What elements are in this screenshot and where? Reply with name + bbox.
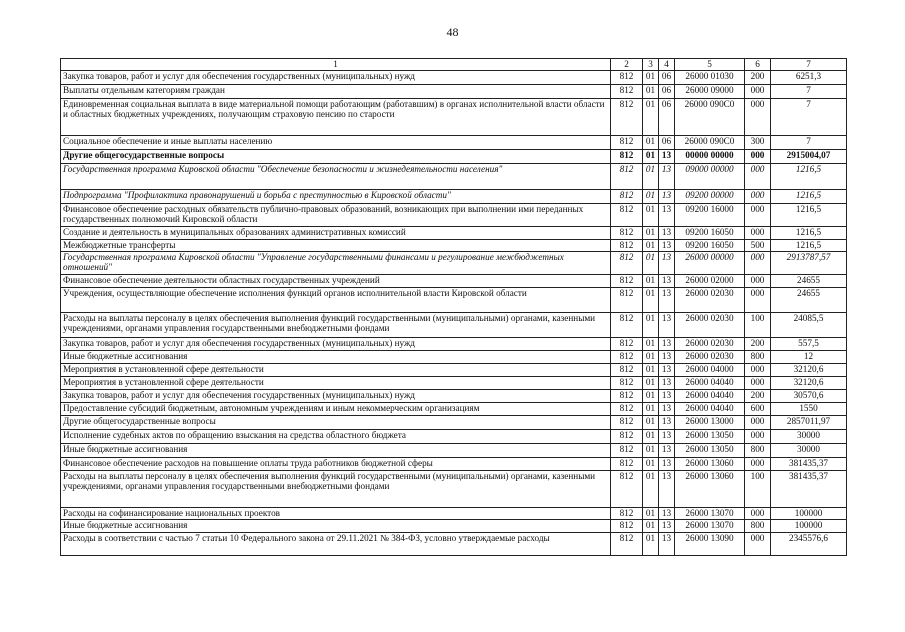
row-code-vr: 300 xyxy=(745,136,771,150)
row-name: Государственная программа Кировской области "Обеспечение безопасности и жизнедеятельности населения" xyxy=(61,164,611,190)
row-code-pr: 13 xyxy=(659,252,675,275)
row-code-gr: 812 xyxy=(611,190,643,204)
row-code-rz: 01 xyxy=(643,85,659,99)
row-code-vr: 000 xyxy=(745,204,771,227)
row-amount: 2913787,57 xyxy=(771,252,847,275)
row-name: Закупка товаров, работ и услуг для обеспечения государственных (муниципальных) нужд xyxy=(61,338,611,351)
row-amount: 1216,5 xyxy=(771,164,847,190)
table-row xyxy=(61,338,847,351)
row-code-csr: 26000 13060 xyxy=(675,471,745,508)
row-code-gr: 812 xyxy=(611,164,643,190)
row-amount: 1216,5 xyxy=(771,240,847,252)
row-name: Расходы на выплаты персоналу в целях обеспечения выполнения функций государственными (муниципальными) органами, казенными учреждениями, органами управления государственными внебюджетными фондами xyxy=(61,313,611,338)
row-code-rz: 01 xyxy=(643,471,659,508)
row-amount: 32120,6 xyxy=(771,364,847,377)
row-code-rz: 01 xyxy=(643,275,659,288)
row-code-vr: 100 xyxy=(745,313,771,338)
table-row xyxy=(61,430,847,444)
row-code-gr: 812 xyxy=(611,416,643,430)
row-amount: 7 xyxy=(771,99,847,136)
row-amount: 1216,5 xyxy=(771,204,847,227)
row-code-pr: 13 xyxy=(659,351,675,364)
table-row xyxy=(61,520,847,533)
row-code-rz: 01 xyxy=(643,71,659,85)
row-code-csr: 09200 00000 xyxy=(675,190,745,204)
row-code-vr: 000 xyxy=(745,150,771,164)
table-header-row xyxy=(61,59,847,71)
row-name: Межбюджетные трансферты xyxy=(61,240,611,252)
header-cell-3: 3 xyxy=(643,59,659,71)
row-code-vr: 000 xyxy=(745,416,771,430)
row-code-pr: 13 xyxy=(659,471,675,508)
table-row xyxy=(61,390,847,403)
row-amount: 30570,6 xyxy=(771,390,847,403)
row-code-pr: 13 xyxy=(659,508,675,520)
table-row xyxy=(61,533,847,556)
row-code-csr: 09200 16050 xyxy=(675,240,745,252)
row-name: Иные бюджетные ассигнования xyxy=(61,444,611,458)
row-code-pr: 13 xyxy=(659,338,675,351)
row-code-vr: 800 xyxy=(745,520,771,533)
row-code-vr: 000 xyxy=(745,99,771,136)
row-code-rz: 01 xyxy=(643,520,659,533)
header-cell-5: 5 xyxy=(675,59,745,71)
row-code-csr: 26000 02030 xyxy=(675,351,745,364)
row-code-gr: 812 xyxy=(611,252,643,275)
row-code-gr: 812 xyxy=(611,150,643,164)
table-row xyxy=(61,416,847,430)
row-code-vr: 000 xyxy=(745,377,771,390)
row-code-gr: 812 xyxy=(611,533,643,556)
row-code-rz: 01 xyxy=(643,533,659,556)
row-amount: 1216,5 xyxy=(771,227,847,240)
row-code-gr: 812 xyxy=(611,390,643,403)
row-code-vr: 500 xyxy=(745,240,771,252)
row-name: Закупка товаров, работ и услуг для обеспечения государственных (муниципальных) нужд xyxy=(61,71,611,85)
table-row xyxy=(61,364,847,377)
row-code-csr: 26000 04000 xyxy=(675,364,745,377)
row-code-csr: 26000 13050 xyxy=(675,444,745,458)
row-code-vr: 000 xyxy=(745,508,771,520)
row-code-gr: 812 xyxy=(611,71,643,85)
row-amount: 24655 xyxy=(771,288,847,313)
row-code-rz: 01 xyxy=(643,508,659,520)
row-code-gr: 812 xyxy=(611,471,643,508)
row-code-gr: 812 xyxy=(611,288,643,313)
row-code-vr: 000 xyxy=(745,227,771,240)
row-code-gr: 812 xyxy=(611,99,643,136)
row-amount: 1216,5 xyxy=(771,190,847,204)
header-cell-6: 6 xyxy=(745,59,771,71)
row-code-vr: 000 xyxy=(745,430,771,444)
row-code-rz: 01 xyxy=(643,164,659,190)
row-code-rz: 01 xyxy=(643,252,659,275)
row-code-csr: 26000 04040 xyxy=(675,390,745,403)
row-code-gr: 812 xyxy=(611,364,643,377)
row-code-gr: 812 xyxy=(611,351,643,364)
row-code-pr: 13 xyxy=(659,444,675,458)
row-code-pr: 13 xyxy=(659,377,675,390)
row-code-csr: 26000 04040 xyxy=(675,403,745,416)
row-code-pr: 06 xyxy=(659,85,675,99)
row-code-pr: 13 xyxy=(659,533,675,556)
row-code-csr: 26000 090C0 xyxy=(675,136,745,150)
table-row xyxy=(61,136,847,150)
row-code-pr: 13 xyxy=(659,520,675,533)
row-code-rz: 01 xyxy=(643,338,659,351)
table-row xyxy=(61,190,847,204)
row-amount: 24085,5 xyxy=(771,313,847,338)
row-amount: 100000 xyxy=(771,520,847,533)
table-row xyxy=(61,471,847,508)
row-code-vr: 200 xyxy=(745,390,771,403)
row-code-pr: 13 xyxy=(659,313,675,338)
row-name: Предоставление субсидий бюджетным, автономным учреждениям и иным некоммерческим организациям xyxy=(61,403,611,416)
row-code-pr: 13 xyxy=(659,430,675,444)
row-code-vr: 000 xyxy=(745,190,771,204)
table-row xyxy=(61,458,847,471)
table-row xyxy=(61,252,847,275)
row-amount: 557,5 xyxy=(771,338,847,351)
header-cell-7: 7 xyxy=(771,59,847,71)
row-code-vr: 000 xyxy=(745,533,771,556)
row-code-pr: 13 xyxy=(659,275,675,288)
row-code-pr: 13 xyxy=(659,416,675,430)
row-code-pr: 13 xyxy=(659,150,675,164)
table-row xyxy=(61,164,847,190)
row-code-csr: 26000 13090 xyxy=(675,533,745,556)
table-body xyxy=(61,71,847,556)
row-code-rz: 01 xyxy=(643,288,659,313)
page-number: 48 xyxy=(446,25,459,39)
row-code-gr: 812 xyxy=(611,444,643,458)
table-row xyxy=(61,444,847,458)
row-code-vr: 800 xyxy=(745,351,771,364)
row-amount: 2915004,07 xyxy=(771,150,847,164)
table-row xyxy=(61,99,847,136)
row-code-vr: 200 xyxy=(745,71,771,85)
table-row xyxy=(61,351,847,364)
row-name: Расходы на софинансирование национальных проектов xyxy=(61,508,611,520)
row-code-pr: 13 xyxy=(659,240,675,252)
row-name: Мероприятия в установленной сфере деятельности xyxy=(61,364,611,377)
row-code-rz: 01 xyxy=(643,227,659,240)
table-row xyxy=(61,288,847,313)
row-code-rz: 01 xyxy=(643,403,659,416)
row-code-csr: 26000 13070 xyxy=(675,508,745,520)
row-code-gr: 812 xyxy=(611,520,643,533)
row-code-vr: 800 xyxy=(745,444,771,458)
row-code-pr: 13 xyxy=(659,204,675,227)
row-amount: 30000 xyxy=(771,444,847,458)
row-code-csr: 26000 00000 xyxy=(675,252,745,275)
row-amount: 7 xyxy=(771,85,847,99)
table-row xyxy=(61,313,847,338)
table-row xyxy=(61,403,847,416)
row-name: Закупка товаров, работ и услуг для обеспечения государственных (муниципальных) нужд xyxy=(61,390,611,403)
row-code-csr: 26000 090C0 xyxy=(675,99,745,136)
row-code-pr: 13 xyxy=(659,227,675,240)
row-name: Расходы в соответствии с частью 7 статьи 10 Федерального закона от 29.11.2021 № 384-ФЗ, условно утверждаемые расходы xyxy=(61,533,611,556)
row-code-pr: 13 xyxy=(659,403,675,416)
row-amount: 12 xyxy=(771,351,847,364)
table-row xyxy=(61,227,847,240)
row-code-rz: 01 xyxy=(643,136,659,150)
row-amount: 381435,37 xyxy=(771,471,847,508)
row-name: Государственная программа Кировской области "Управление государственными финансами и регулирование межбюджетных отношений" xyxy=(61,252,611,275)
row-code-csr: 09200 16000 xyxy=(675,204,745,227)
row-code-rz: 01 xyxy=(643,351,659,364)
row-code-pr: 06 xyxy=(659,99,675,136)
row-code-pr: 06 xyxy=(659,71,675,85)
row-code-gr: 812 xyxy=(611,430,643,444)
row-code-csr: 26000 13050 xyxy=(675,430,745,444)
row-code-gr: 812 xyxy=(611,508,643,520)
row-code-rz: 01 xyxy=(643,430,659,444)
table-row xyxy=(61,377,847,390)
row-code-gr: 812 xyxy=(611,275,643,288)
row-name: Мероприятия в установленной сфере деятельности xyxy=(61,377,611,390)
row-code-vr: 000 xyxy=(745,275,771,288)
row-code-vr: 600 xyxy=(745,403,771,416)
row-code-rz: 01 xyxy=(643,377,659,390)
row-code-rz: 01 xyxy=(643,416,659,430)
row-name: Финансовое обеспечение расходов на повышение оплаты труда работников бюджетной сферы xyxy=(61,458,611,471)
row-code-vr: 100 xyxy=(745,471,771,508)
row-code-rz: 01 xyxy=(643,390,659,403)
row-name: Социальное обеспечение и иные выплаты населению xyxy=(61,136,611,150)
row-name: Единовременная социальная выплата в виде материальной помощи работающим (работавшим) в органах исполнительной власти области и областных бюджетных учреждениях, получающим страховую пенсию по старости xyxy=(61,99,611,136)
header-cell-1: 1 xyxy=(61,59,611,71)
row-code-csr: 26000 13060 xyxy=(675,458,745,471)
row-code-csr: 26000 02030 xyxy=(675,338,745,351)
table-row xyxy=(61,240,847,252)
row-code-rz: 01 xyxy=(643,150,659,164)
row-code-pr: 13 xyxy=(659,390,675,403)
row-name: Выплаты отдельным категориям граждан xyxy=(61,85,611,99)
row-code-csr: 26000 02030 xyxy=(675,313,745,338)
row-code-pr: 13 xyxy=(659,190,675,204)
row-amount: 1550 xyxy=(771,403,847,416)
row-code-gr: 812 xyxy=(611,403,643,416)
row-code-vr: 000 xyxy=(745,288,771,313)
row-code-csr: 26000 13070 xyxy=(675,520,745,533)
row-code-csr: 26000 02000 xyxy=(675,275,745,288)
row-code-vr: 000 xyxy=(745,85,771,99)
row-amount: 24655 xyxy=(771,275,847,288)
row-code-pr: 13 xyxy=(659,364,675,377)
row-code-csr: 26000 04040 xyxy=(675,377,745,390)
row-code-rz: 01 xyxy=(643,190,659,204)
table-row xyxy=(61,71,847,85)
row-name: Подпрограмма "Профилактика правонарушений и борьба с преступностью в Кировской области" xyxy=(61,190,611,204)
row-code-rz: 01 xyxy=(643,99,659,136)
header-cell-2: 2 xyxy=(611,59,643,71)
row-amount: 2857011,97 xyxy=(771,416,847,430)
row-code-gr: 812 xyxy=(611,204,643,227)
row-code-csr: 26000 13000 xyxy=(675,416,745,430)
row-code-vr: 000 xyxy=(745,364,771,377)
table-row xyxy=(61,204,847,227)
row-name: Финансовое обеспечение расходных обязательств публично-правовых образований, возникающих при выполнении ими переданных государственных полномочий Кировской области xyxy=(61,204,611,227)
row-code-rz: 01 xyxy=(643,444,659,458)
row-code-vr: 000 xyxy=(745,252,771,275)
row-name: Иные бюджетные ассигнования xyxy=(61,351,611,364)
row-code-rz: 01 xyxy=(643,458,659,471)
row-amount: 30000 xyxy=(771,430,847,444)
table-row xyxy=(61,150,847,164)
row-amount: 6251,3 xyxy=(771,71,847,85)
row-code-rz: 01 xyxy=(643,364,659,377)
table-row xyxy=(61,275,847,288)
row-code-vr: 000 xyxy=(745,458,771,471)
row-amount: 2345576,6 xyxy=(771,533,847,556)
row-code-csr: 26000 01030 xyxy=(675,71,745,85)
row-code-csr: 09200 16050 xyxy=(675,227,745,240)
row-amount: 381435,37 xyxy=(771,458,847,471)
row-code-pr: 06 xyxy=(659,136,675,150)
row-name: Расходы на выплаты персоналу в целях обеспечения выполнения функций государственными (муниципальными) органами, казенными учреждениями, органами управления государственными внебюджетными фондами xyxy=(61,471,611,508)
row-code-pr: 13 xyxy=(659,288,675,313)
row-name: Иные бюджетные ассигнования xyxy=(61,520,611,533)
row-code-gr: 812 xyxy=(611,85,643,99)
table-row xyxy=(61,508,847,520)
row-code-pr: 13 xyxy=(659,458,675,471)
row-code-pr: 13 xyxy=(659,164,675,190)
row-code-csr: 26000 02030 xyxy=(675,288,745,313)
row-code-gr: 812 xyxy=(611,136,643,150)
row-code-rz: 01 xyxy=(643,313,659,338)
row-name: Другие общегосударственные вопросы xyxy=(61,416,611,430)
row-amount: 32120,6 xyxy=(771,377,847,390)
row-code-csr: 09000 00000 xyxy=(675,164,745,190)
row-code-rz: 01 xyxy=(643,204,659,227)
row-code-gr: 812 xyxy=(611,313,643,338)
row-code-gr: 812 xyxy=(611,240,643,252)
budget-table xyxy=(60,58,847,556)
row-code-csr: 26000 09000 xyxy=(675,85,745,99)
table-row xyxy=(61,85,847,99)
row-code-gr: 812 xyxy=(611,338,643,351)
row-code-gr: 812 xyxy=(611,227,643,240)
row-amount: 7 xyxy=(771,136,847,150)
row-name: Финансовое обеспечение деятельности областных государственных учреждений xyxy=(61,275,611,288)
row-name: Учреждения, осуществляющие обеспечение исполнения функций органов исполнительной власти Кировской области xyxy=(61,288,611,313)
row-code-gr: 812 xyxy=(611,377,643,390)
row-code-csr: 00000 00000 xyxy=(675,150,745,164)
row-name: Другие общегосударственные вопросы xyxy=(61,150,611,164)
header-cell-4: 4 xyxy=(659,59,675,71)
row-code-rz: 01 xyxy=(643,240,659,252)
row-code-vr: 000 xyxy=(745,164,771,190)
row-name: Исполнение судебных актов по обращению взыскания на средства областного бюджета xyxy=(61,430,611,444)
row-code-gr: 812 xyxy=(611,458,643,471)
row-code-vr: 200 xyxy=(745,338,771,351)
row-name: Создание и деятельность в муниципальных образованиях административных комиссий xyxy=(61,227,611,240)
row-amount: 100000 xyxy=(771,508,847,520)
